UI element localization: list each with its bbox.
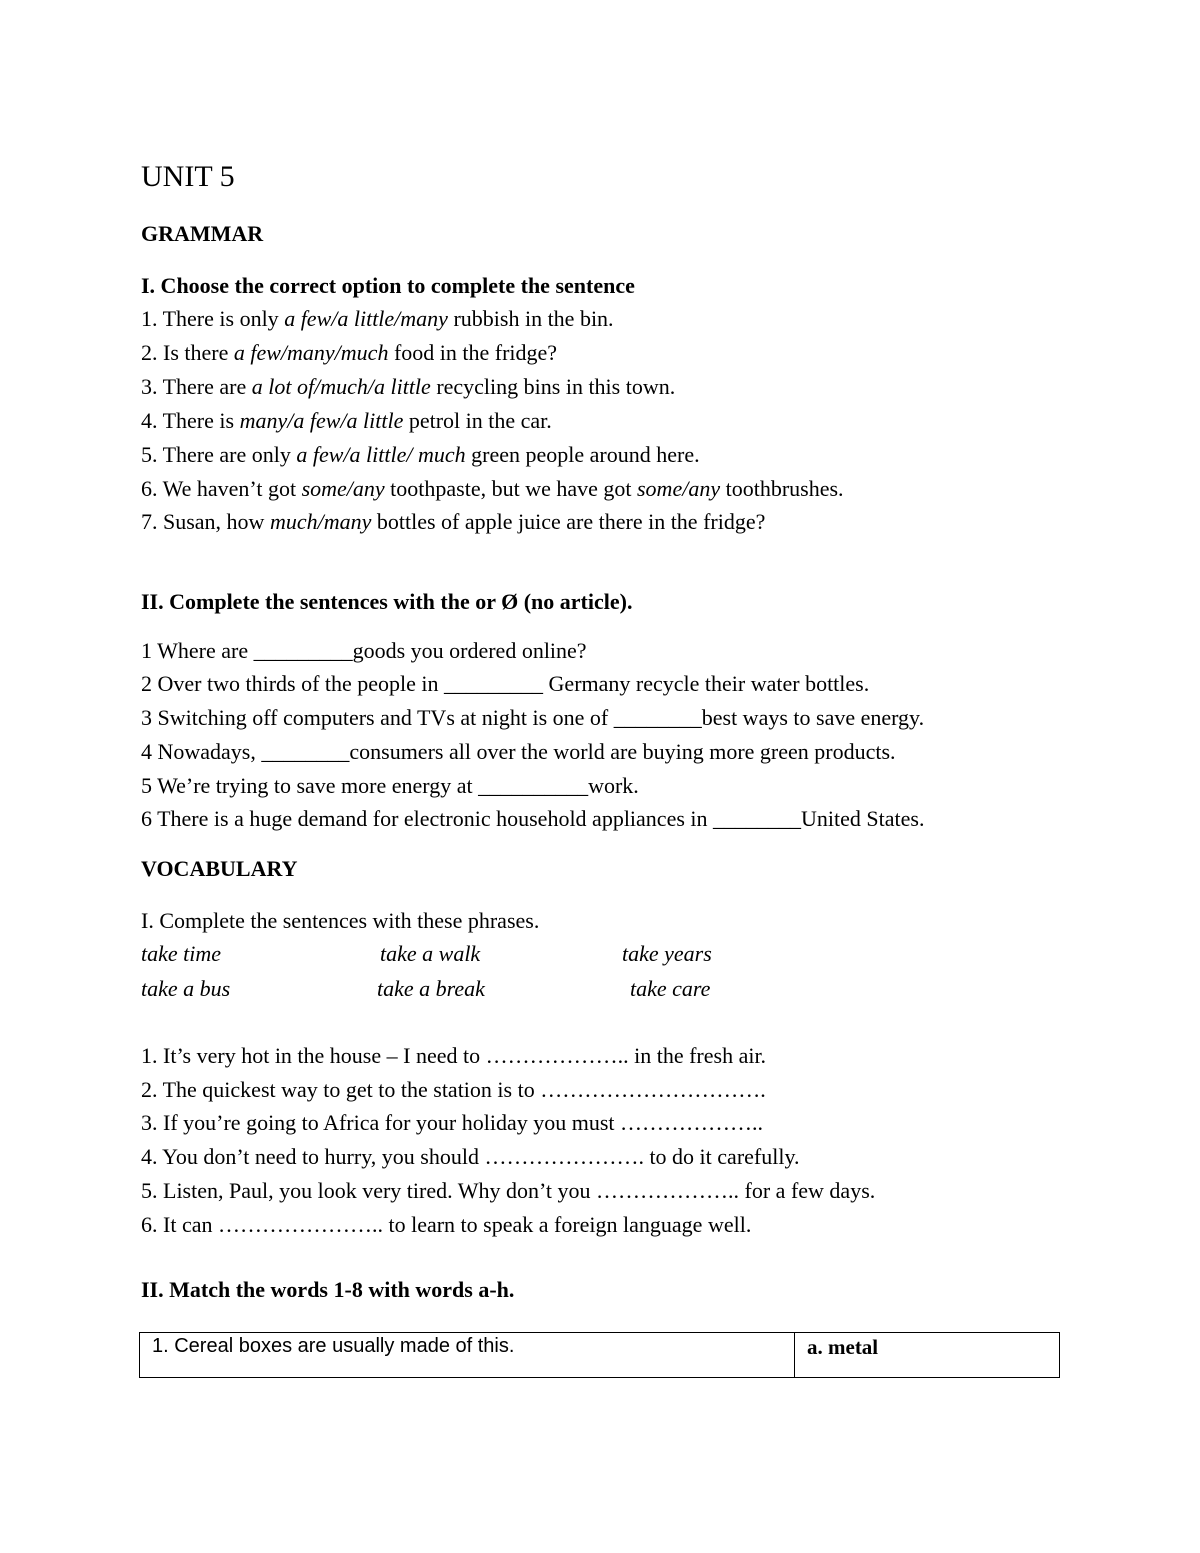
phrase-option: take a bus — [141, 976, 231, 1001]
match-question-cell: 1. Cereal boxes are usually made of this. — [140, 1333, 795, 1378]
unit-title: UNIT 5 — [141, 160, 235, 193]
vocab-ex1-item: 5. Listen, Paul, you look very tired. Why don’t you ……………….. for a few days. — [141, 1178, 876, 1203]
option-choices: a few/a little/many — [284, 306, 448, 331]
option-choices: much/many — [269, 509, 372, 534]
vocab-ex1-item: 2. The quickest way to get to the station is to …………………………. — [141, 1077, 766, 1102]
grammar-ex2-item: 3 Switching off computers and TVs at night is one of ________best ways to save energy. — [141, 705, 925, 730]
grammar-ex1-item: 3. There are a lot of/much/a little recycling bins in this town. — [141, 374, 676, 399]
option-choices: some/any — [637, 476, 721, 501]
grammar-heading: GRAMMAR — [141, 221, 264, 246]
grammar-ex1-item: 7. Susan, how much/many bottles of apple juice are there in the fridge? — [141, 509, 766, 534]
phrase-option: take a walk — [380, 941, 481, 966]
vocab-ex1-title: I. Complete the sentences with these phrases. — [141, 908, 540, 933]
matching-table — [139, 1332, 1060, 1378]
grammar-ex1-item: 2. Is there a few/many/much food in the fridge? — [141, 340, 558, 365]
vocab-ex1-item: 6. It can ………………….. to learn to speak a foreign language well. — [141, 1212, 752, 1237]
option-choices: a lot of/much/a little — [251, 374, 431, 399]
option-choices: a few/a little/ much — [296, 442, 466, 467]
option-choices: a few/many/much — [233, 340, 389, 365]
phrase-option: take care — [630, 976, 711, 1001]
grammar-ex1-title: I. Choose the correct option to complete the sentence — [141, 273, 635, 298]
grammar-ex2-item: 1 Where are _________goods you ordered online? — [141, 638, 587, 663]
vocabulary-heading: VOCABULARY — [141, 856, 298, 881]
grammar-ex1-item: 4. There is many/a few/a little petrol in the car. — [141, 408, 552, 433]
grammar-ex2-item: 5 We’re trying to save more energy at __________work. — [141, 773, 639, 798]
vocab-ex1-item: 3. If you’re going to Africa for your holiday you must ……………….. — [141, 1110, 764, 1135]
match-answer-cell: a. metal — [795, 1333, 1060, 1378]
phrase-option: take a break — [377, 976, 485, 1001]
table-row — [140, 1333, 1060, 1378]
option-choices: many/a few/a little — [239, 408, 404, 433]
grammar-ex2-item: 6 There is a huge demand for electronic household appliances in ________United States. — [141, 806, 925, 831]
phrase-option: take time — [141, 941, 222, 966]
grammar-ex1-item: 6. We haven’t got some/any toothpaste, but we have got some/any toothbrushes. — [141, 476, 844, 501]
vocab-ex1-item: 4. You don’t need to hurry, you should …………………. to do it carefully. — [141, 1144, 800, 1169]
grammar-ex1-item: 1. There is only a few/a little/many rubbish in the bin. — [141, 306, 614, 331]
phrase-option: take years — [622, 941, 712, 966]
grammar-ex2-item: 4 Nowadays, ________consumers all over the world are buying more green products. — [141, 739, 896, 764]
option-choices: some/any — [301, 476, 385, 501]
vocab-ex1-item: 1. It’s very hot in the house – I need to ……………….. in the fresh air. — [141, 1043, 767, 1068]
grammar-ex2-item: 2 Over two thirds of the people in _________ Germany recycle their water bottles. — [141, 671, 870, 696]
grammar-ex1-item: 5. There are only a few/a little/ much green people around here. — [141, 442, 700, 467]
grammar-ex2-title: II. Complete the sentences with the or Ø (no article). — [141, 589, 633, 614]
vocab-ex2-title: II. Match the words 1-8 with words a-h. — [141, 1277, 515, 1302]
